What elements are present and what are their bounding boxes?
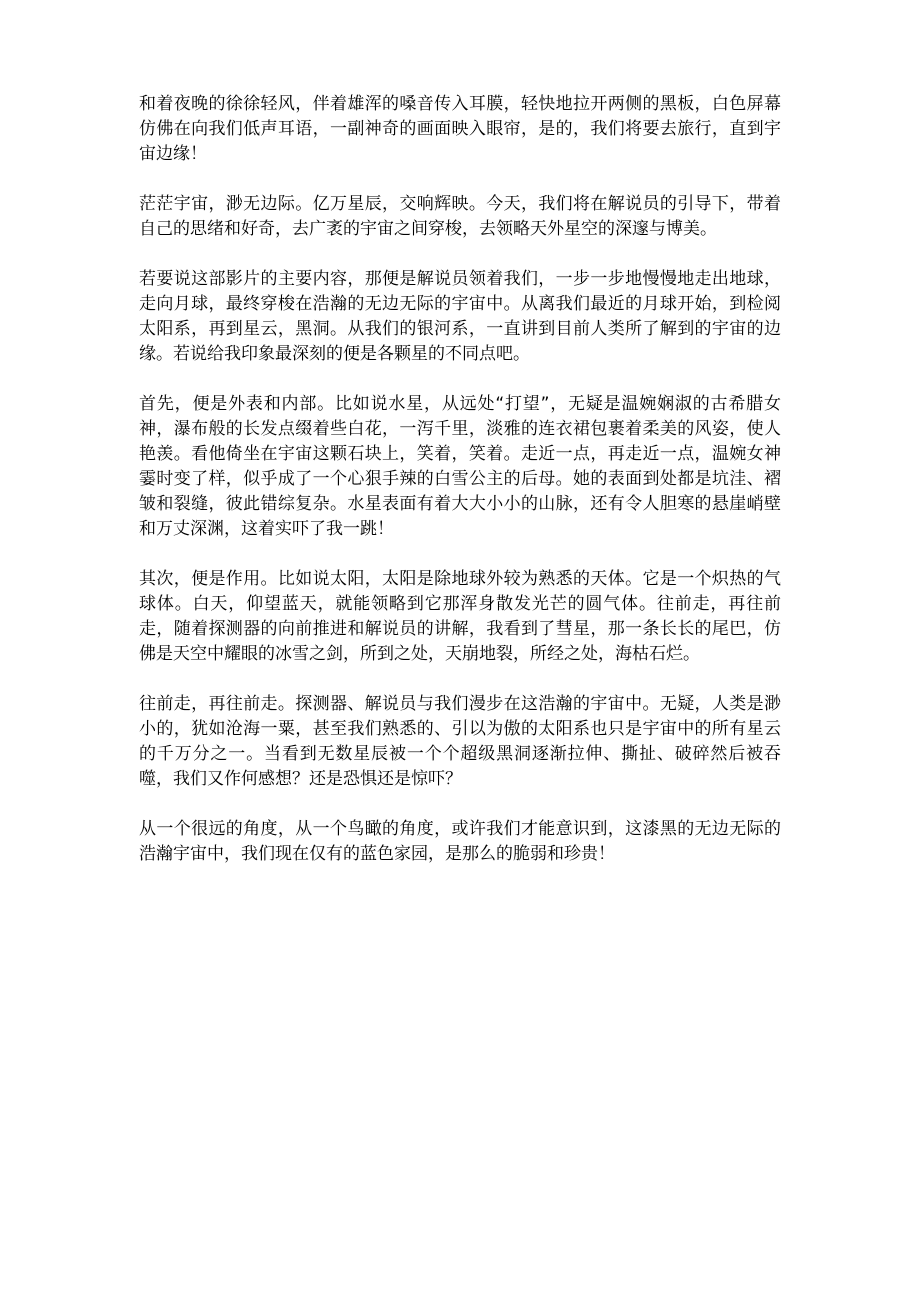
paragraph-4: 首先，便是外表和内部。比如说水星，从远处“打望”，无疑是温婉娴淑的古希腊女神，瀑布般的长发点缀着些白花，一泻千里，淡雅的连衣裙包裹着柔美的风姿，使人艳羡。看他倚坐在宇宙这颗石块上，笑着，笑着。走近一点，再走近一点，温婉女神霎时变了样，似乎成了一个心狠手辣的白雪公主的后母。她的表面到处都是坑洼、褶皱和裂缝，彼此错综复杂。水星表面有着大大小小的山脉，还有令人胆寒的悬崖峭壁和万丈深渊，这着实吓了我一跳！ (139, 394, 781, 539)
paragraph-3: 若要说这部影片的主要内容，那便是解说员领着我们，一步一步地慢慢地走出地球，走向月球，最终穿梭在浩瀚的无边无际的宇宙中。从离我们最近的月球开始，到检阅太阳系，再到星云，黑洞。从我们的银河系，一直讲到目前人类所了解到的宇宙的边缘。若说给我印象最深刻的便是各颗星的不同点吧。 (139, 269, 781, 364)
paragraph-7: 从一个很远的角度，从一个鸟瞰的角度，或许我们才能意识到，这漆黑的无边无际的浩瀚宇宙中，我们现在仅有的蓝色家园，是那么的脆弱和珍贵！ (139, 819, 781, 864)
paragraph-5: 其次，便是作用。比如说太阳，太阳是除地球外较为熟悉的天体。它是一个炽热的气球体。白天，仰望蓝天，就能领略到它那浑身散发光芒的圆气体。往前走，再往前走，随着探测器的向前推进和解说员的讲解，我看到了彗星，那一条长长的尾巴，仿佛是天空中耀眼的冰雪之剑，所到之处，天崩地裂，所经之处，海枯石烂。 (139, 569, 781, 664)
paragraph-2: 茫茫宇宙，渺无边际。亿万星辰，交响辉映。今天，我们将在解说员的引导下，带着自己的思绪和好奇，去广袤的宇宙之间穿梭，去领略天外星空的深邃与博美。 (139, 194, 781, 239)
paragraph-1: 和着夜晚的徐徐轻风，伴着雄浑的嗓音传入耳膜，轻快地拉开两侧的黑板，白色屏幕仿佛在向我们低声耳语，一副神奇的画面映入眼帘，是的，我们将要去旅行，直到宇宙边缘！ (139, 94, 781, 164)
document-body (139, 92, 781, 892)
paragraph-6: 往前走，再往前走。探测器、解说员与我们漫步在这浩瀚的宇宙中。无疑，人类是渺小的，犹如沧海一粟，甚至我们熟悉的、引以为傲的太阳系也只是宇宙中的所有星云的千万分之一。当看到无数星辰被一个个超级黑洞逐渐拉伸、撕扯、破碎然后被吞噬，我们又作何感想？还是恐惧还是惊吓？ (139, 694, 781, 789)
